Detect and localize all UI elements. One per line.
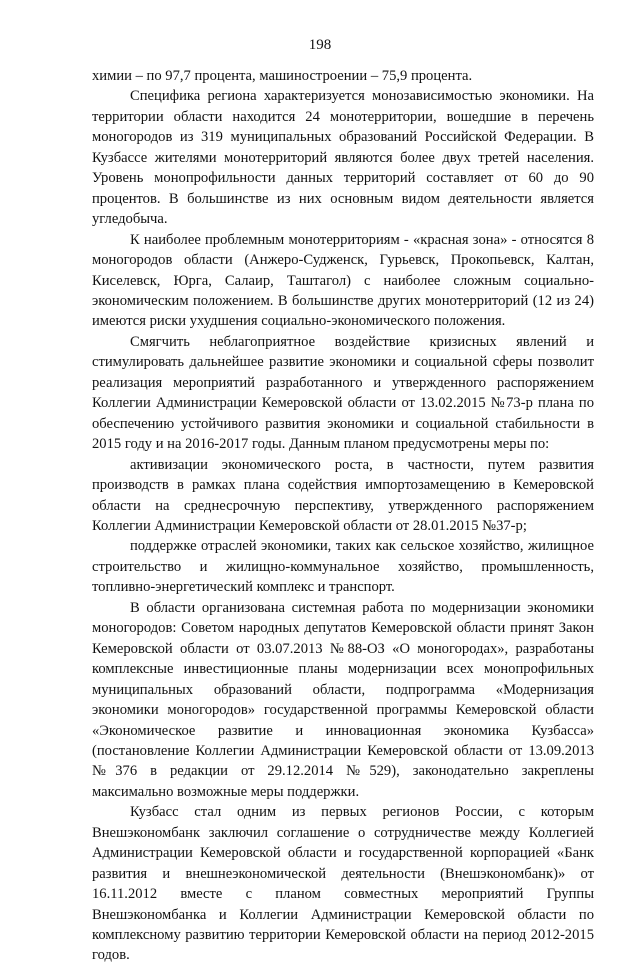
- page-number: 198: [308, 37, 332, 53]
- paragraph-veb-agreement: Кузбасс стал одним из первых регионов России, с которым Внешэкономбанк заключил соглашение о сотрудничестве между Коллегией Администрации Кемеровской области и государственной корпорацией «Банк развития и внешнеэкономической деятельности (Внешэкономбанк)» от 16.11.2012 вместе с планом совместных мероприятий Группы Внешэкономбанка и Коллегии Администрации Кемеровской области по комплексному развитию территории Кемеровской области на период 2012-2015 годов.: [92, 804, 594, 964]
- paragraph-measure-growth: активизации экономического роста, в частности, путем развития производств в рамках плана содействия импортозамещению в Кемеровской области на среднесрочную перспективу, утвержденного распоряжением Коллегии Администрации Кемеровской области от 28.01.2015 №37-р;: [92, 456, 594, 534]
- paragraph-monodependence: Специфика региона характеризуется монозависимостью экономики. На территории области находится 24 монотерритории, вошедшие в перечень моногородов из 319 муниципальных образований Российской Федерации. В Кузбассе жителями монотерриторий являются более двух третей населения. Уровень монопрофильности данных территорий составляет от 60 до 90 процентов. В большинстве из них основным видом деятельности является угледобыча.: [92, 88, 594, 228]
- document-body: [92, 66, 594, 966]
- paragraph-measure-sectors: поддержке отраслей экономики, таких как сельское хозяйство, жилищное строительство и жилищно-коммунальное хозяйство, промышленность, топливно-энергетический комплекс и транспорт.: [92, 538, 594, 596]
- paragraph-modernization: В области организована системная работа по модернизации экономики моногородов: Советом народных депутатов Кемеровской области принят Закон Кемеровской области от 03.07.2013 №88-ОЗ «О моногородах», разработаны комплексные инвестиционные планы модернизации всех монопрофильных муниципальных образований области, подпрограмма «Модернизация экономики моногородов» государственной программы Кемеровской области «Экономическое развитие и инновационная экономика Кузбасса» (постановление Коллегии Администрации Кемеровской области от 13.09.2013 №376 в редакции от 29.12.2014 №529), законодательно закреплены максимально возможные меры поддержки.: [92, 599, 594, 800]
- paragraph-red-zone: К наиболее проблемным монотерриториям - «красная зона» - относятся 8 моногородов области (Анжеро-Судженск, Гурьевск, Прокопьевск, Калтан, Киселевск, Юрга, Салаир, Таштагол) с наиболее сложным социально-экономическим положением. В большинстве других монотерриторий (12 из 24) имеются риски ухудшения социально-экономического положения.: [92, 231, 594, 330]
- paragraph-crisis-plan: Смягчить неблагоприятное воздействие кризисных явлений и стимулировать дальнейшее развитие экономики и социальной сферы позволит реализация мероприятий разработанного и утвержденного распоряжением Коллегии Администрации Кемеровской области от 13.02.2015 №73-р плана по обеспечению устойчивого развития экономики и социальной стабильности в 2015 году и на 2016-2017 годы. Данным планом предусмотрены меры по:: [92, 333, 594, 453]
- paragraph-continuation: химии – по 97,7 процента, машиностроении – 75,9 процента.: [92, 68, 473, 84]
